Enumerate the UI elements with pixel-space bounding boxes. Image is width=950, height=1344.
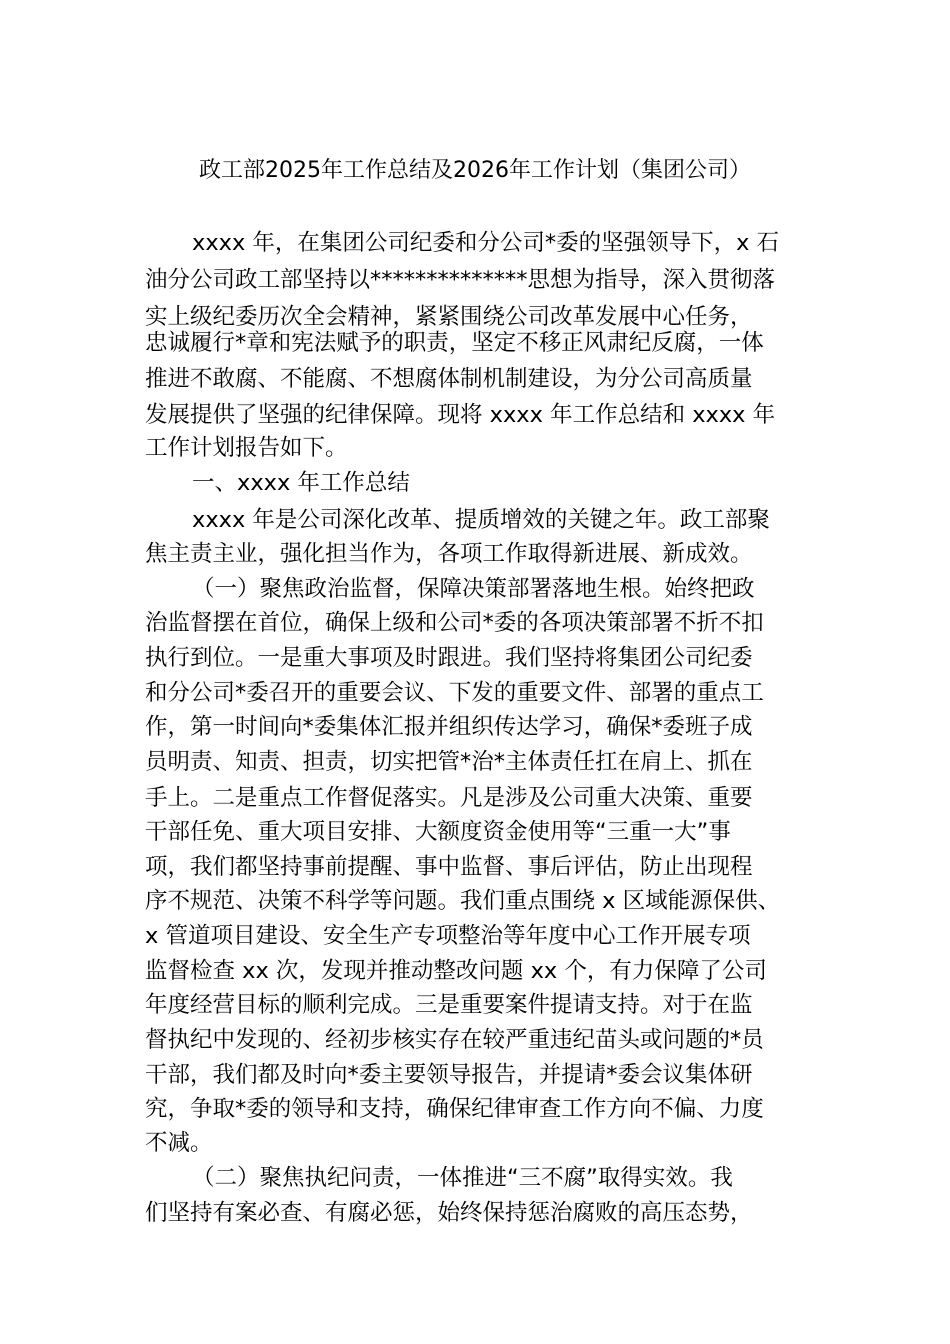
paragraph-line: 手上。二是重点工作督促落实。凡是涉及公司重大决策、重要 xyxy=(145,785,753,811)
paragraph-line: 实上级纪委历次全会精神，紧紧围绕公司改革发展中心任务， xyxy=(145,304,753,330)
paragraph-line: 年度经营目标的顺利完成。三是重要案件提请支持。对于在监 xyxy=(145,992,753,1018)
paragraph-line: 监督检查 xx 次，发现并推动整改问题 xx 个，有力保障了公司 xyxy=(145,958,767,984)
paragraph-line: xxxx 年是公司深化改革、提质增效的关键之年。政工部聚 xyxy=(192,507,770,533)
paragraph-line: 项，我们都坚持事前提醒、事中监督、事后评估，防止出现程 xyxy=(145,854,753,880)
paragraph-line: 推进不敢腐、不能腐、不想腐体制机制建设，为分公司高质量 xyxy=(145,366,753,392)
paragraph-line: 作，第一时间向*委集体汇报并组织传达学习，确保*委班子成 xyxy=(145,714,753,740)
paragraph-line: 工作计划报告如下。 xyxy=(145,435,348,461)
paragraph-line: 不减。 xyxy=(145,1130,213,1156)
paragraph-line: 究，争取*委的领导和支持，确保纪律审查工作方向不偏、力度 xyxy=(145,1096,764,1122)
paragraph-line: x 管道项目建设、安全生产专项整治等年度中心工作开展专项 xyxy=(145,923,751,949)
paragraph-line: 干部，我们都及时向*委主要领导报告，并提请*委会议集体研 xyxy=(145,1062,753,1088)
paragraph-line: 们坚持有案必查、有腐必惩，始终保持惩治腐败的高压态势， xyxy=(145,1200,753,1226)
paragraph-line: 发展提供了坚强的纪律保障。现将 xxxx 年工作总结和 xxxx 年 xyxy=(145,402,776,428)
paragraph-line: 员明责、知责、担责，切实把管*治*主体责任扛在肩上、抓在 xyxy=(145,749,753,775)
paragraph-line: 干部任免、重大项目安排、大额度资金使用等“三重一大”事 xyxy=(145,819,731,845)
paragraph-line: 治监督摆在首位，确保上级和公司*委的各项决策部署不折不扣 xyxy=(145,610,764,636)
paragraph-line: 油分公司政工部坚持以**************思想为指导，深入贯彻落 xyxy=(145,267,776,293)
section-heading: 一、xxxx 年工作总结 xyxy=(192,470,410,496)
paragraph-line: 焦主责主业，强化担当作为，各项工作取得新进展、新成效。 xyxy=(145,541,753,567)
paragraph-line: （一）聚焦政治监督，保障决策部署落地生根。始终把政 xyxy=(192,576,755,602)
paragraph-line: 序不规范、决策不科学等问题。我们重点围绕 x 区域能源保供、 xyxy=(145,888,781,914)
document-title: 政工部2025年工作总结及2026年工作计划（集团公司） xyxy=(199,158,751,183)
paragraph-line: 和分公司*委召开的重要会议、下发的重要文件、部署的重点工 xyxy=(145,680,764,706)
paragraph-line: （二）聚焦执纪问责，一体推进“三不腐”取得实效。我 xyxy=(192,1165,733,1191)
paragraph-line: 执行到位。一是重大事项及时跟进。我们坚持将集团公司纪委 xyxy=(145,645,753,671)
paragraph-line: 忠诚履行*章和宪法赋予的职责，坚定不移正风肃纪反腐，一体 xyxy=(145,330,764,356)
paragraph-line: xxxx 年，在集团公司纪委和分公司*委的坚强领导下，x 石 xyxy=(192,230,780,256)
paragraph-line: 督执纪中发现的、经初步核实存在较严重违纪苗头或问题的*员 xyxy=(145,1027,764,1053)
